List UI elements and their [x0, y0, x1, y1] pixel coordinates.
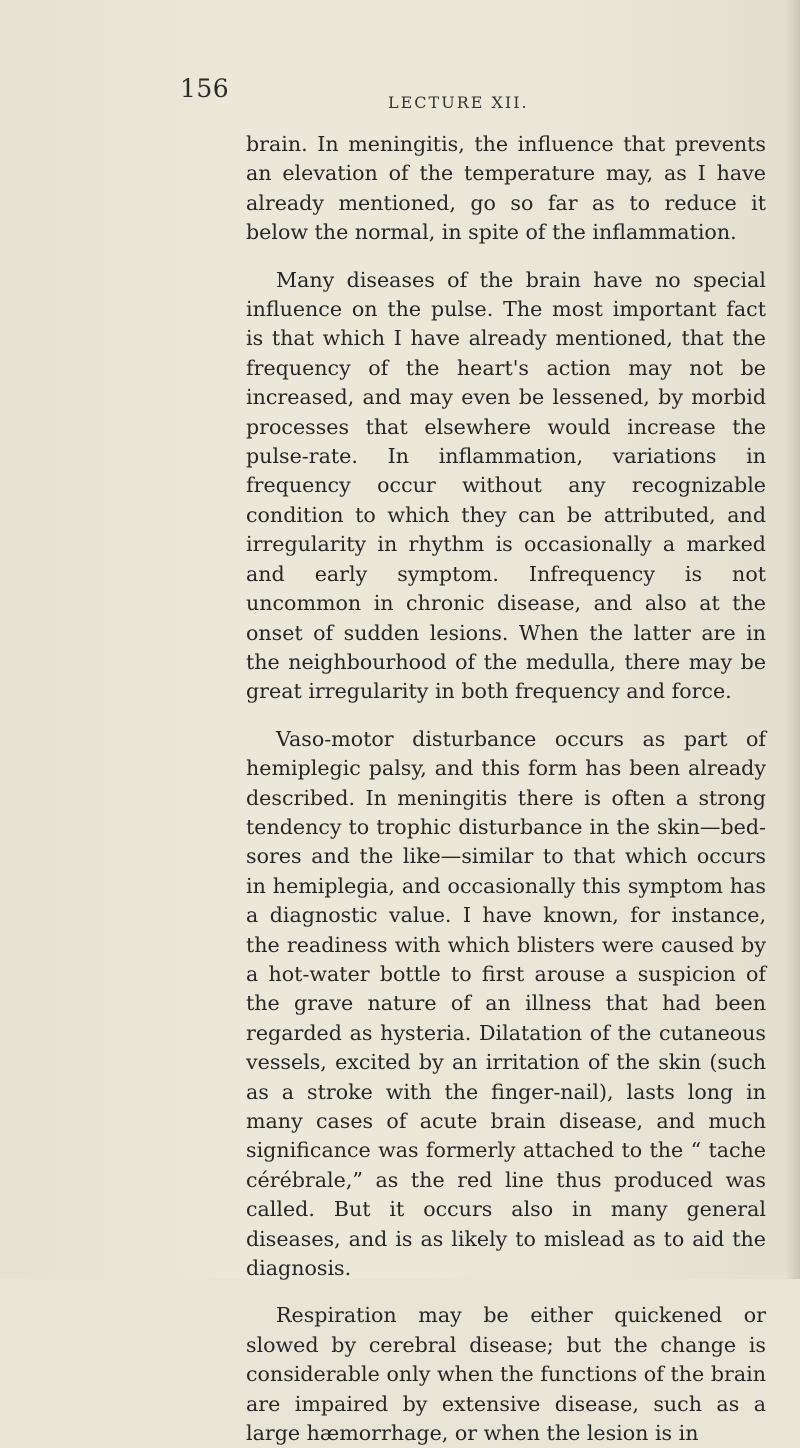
body-text [246, 130, 766, 1448]
page-number: 156 [180, 74, 230, 103]
paragraph-4: Respiration may be either quickened or slowed by cerebral disease; but the change is considerable only when the functions of the brain are impaired by extensive disease, such as a large hæmorrhage, or when the lesion is in [246, 1303, 766, 1446]
paragraph-1: brain. In meningitis, the influence that prevents an elevation of the temperature may, as I have already mentioned, go so far as to reduce it below the normal, in spite of the inflammation. [246, 132, 766, 245]
paragraph-3: Vaso-motor disturbance occurs as part of hemiplegic palsy, and this form has been already described. In meningitis there is often a strong tendency to trophic disturbance in the skin—bed-sores and the like—similar to that which occurs in hemiplegia, and occasionally this symptom has a diagnostic value. I have known, for instance, the readiness with which blisters were caused by a hot-water bottle to first arouse a suspicion of the grave nature of an illness that had been regarded as hysteria. Dilatation of the cutaneous vessels, excited by an irritation of the skin (such as a stroke with the finger-nail), lasts long in many cases of acute brain disease, and much significance was formerly attached to the “ tache cérébrale,” as the red line thus produced was called. But it occurs also in many general diseases, and is as likely to mislead as to aid the diagnosis. [246, 726, 766, 1281]
page-edge-shadow [786, 0, 800, 1279]
running-head: LECTURE XII. [388, 93, 529, 112]
paragraph-2: Many diseases of the brain have no special influence on the pulse. The most important fact is that which I have already mentioned, that the frequency of the heart's action may not be increased, and may even be lessened, by morbid processes that elsewhere would increase the pulse-rate. In inflammation, variations in frequency occur without any recognizable condition to which they can be attributed, and irregularity in rhythm is occasionally a marked and early symptom. Infrequency is not uncommon in chronic disease, and also at the onset of sudden lesions. When the latter are in the neighbourhood of the medulla, there may be great irregularity in both frequency and force. [246, 267, 766, 704]
